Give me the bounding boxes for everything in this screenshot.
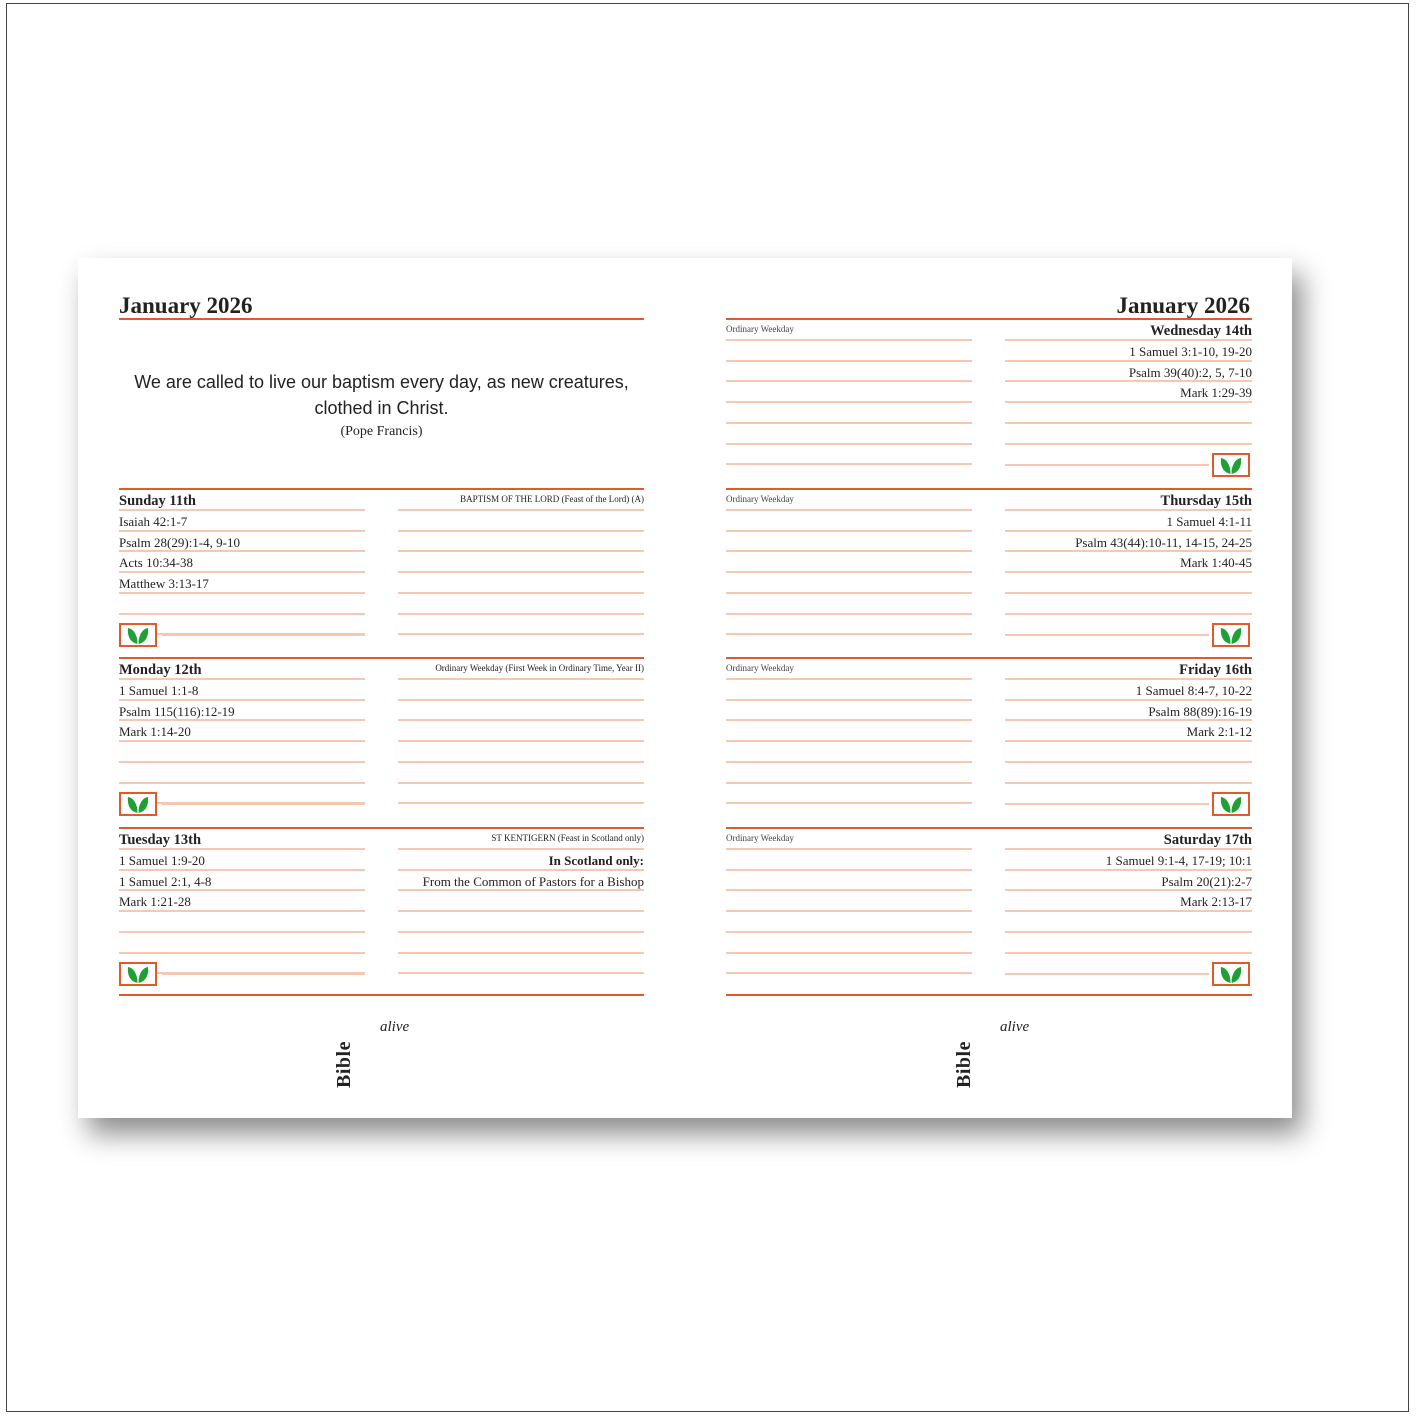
reading-ref: 1 Samuel 3:1-10, 19-20: [1129, 344, 1252, 359]
writing-line: [119, 931, 365, 933]
left-page-title: January 2026: [119, 293, 253, 318]
logo-bible-text: Bible: [953, 1041, 975, 1088]
writing-line: [398, 550, 644, 552]
writing-line: [726, 463, 972, 465]
day-name: Saturday 17th: [1163, 832, 1252, 848]
day-separator-rule: [726, 488, 1252, 490]
writing-line: [119, 571, 365, 573]
writing-line: [1005, 380, 1252, 382]
writing-line: [726, 972, 972, 974]
writing-line: [726, 869, 972, 871]
writing-line: [398, 571, 644, 573]
right-title-rule: [726, 318, 1252, 320]
reading-ref: Psalm 88(89):16-19: [1148, 703, 1252, 719]
writing-line: [398, 952, 644, 954]
reading-ref: Psalm 39(40):2, 5, 7-10: [1128, 364, 1252, 380]
quote-line-2: clothed in Christ.: [314, 398, 449, 418]
writing-line: [398, 740, 644, 742]
reading-ref: 1 Samuel 1:9-20: [119, 853, 205, 868]
writing-line: [726, 360, 972, 362]
writing-line: [726, 613, 972, 615]
day-name: Sunday 11th: [119, 493, 196, 509]
writing-line: [398, 848, 644, 850]
writing-line: [119, 719, 365, 721]
feast-label: BAPTISM OF THE LORD (Feast of the Lord) (A): [460, 494, 644, 504]
reading-ref: Matthew 3:13-17: [119, 575, 209, 591]
day-name: Wednesday 14th: [1150, 323, 1252, 339]
writing-line: [1005, 634, 1209, 636]
reading-ref: Psalm 115(116):12-19: [119, 703, 235, 719]
writing-line: [398, 802, 644, 804]
writing-line: [1005, 678, 1252, 680]
writing-line: [398, 699, 644, 701]
writing-line: [726, 422, 972, 424]
writing-line: [119, 889, 365, 891]
writing-line: [1005, 422, 1252, 424]
writing-line: [1005, 952, 1252, 954]
writing-line: [398, 719, 644, 721]
feast-label: ST KENTIGERN (Feast in Scotland only): [491, 833, 644, 843]
reading-ref: Mark 2:1-12: [1186, 724, 1252, 739]
writing-line: [726, 401, 972, 403]
writing-line: [726, 571, 972, 573]
writing-line: [1005, 509, 1252, 511]
writing-line: [398, 530, 644, 532]
logo-bible-text: Bible: [333, 1041, 355, 1088]
writing-line: [726, 719, 972, 721]
writing-line: [1005, 550, 1252, 552]
note-text: In Scotland only:: [548, 853, 644, 868]
writing-line: [119, 550, 365, 552]
bible-leaf-icon[interactable]: [1212, 962, 1250, 986]
writing-line: [1005, 719, 1252, 721]
writing-line: [162, 803, 365, 805]
feast-label: Ordinary Weekday: [726, 833, 794, 843]
writing-line: [1005, 973, 1209, 975]
writing-line: [1005, 464, 1209, 466]
bible-leaf-icon[interactable]: [119, 792, 157, 816]
reading-ref: Mark 1:21-28: [119, 894, 191, 909]
day-name: Thursday 15th: [1160, 493, 1252, 509]
writing-line: [1005, 782, 1252, 784]
writing-line: [162, 973, 365, 975]
bible-leaf-icon[interactable]: [1212, 623, 1250, 647]
bible-alive-logo-left: [333, 1018, 436, 1088]
reading-ref: Psalm 20(21):2-7: [1161, 873, 1252, 889]
day-separator-rule: [119, 657, 644, 659]
writing-line: [119, 848, 365, 850]
writing-line: [119, 592, 365, 594]
writing-line: [119, 678, 365, 680]
writing-line: [726, 761, 972, 763]
feast-label: Ordinary Weekday: [726, 494, 794, 504]
writing-line: [1005, 803, 1209, 805]
writing-line: [119, 910, 365, 912]
right-page-title: January 2026: [1116, 293, 1250, 318]
writing-line: [726, 740, 972, 742]
logo-alive-text: alive: [1000, 1019, 1030, 1035]
writing-line: [398, 782, 644, 784]
writing-line: [1005, 443, 1252, 445]
writing-line: [726, 931, 972, 933]
writing-line: [1005, 889, 1252, 891]
day-name: Tuesday 13th: [119, 832, 202, 848]
writing-line: [398, 592, 644, 594]
writing-line: [119, 613, 365, 615]
day-name: Friday 16th: [1179, 662, 1252, 678]
writing-line: [398, 761, 644, 763]
writing-line: [1005, 592, 1252, 594]
reading-ref: 1 Samuel 2:1, 4-8: [119, 873, 212, 889]
writing-line: [1005, 740, 1252, 742]
writing-line: [726, 848, 972, 850]
reading-ref: Mark 2:13-17: [1180, 894, 1252, 909]
writing-line: [1005, 401, 1252, 403]
reading-ref: Mark 1:29-39: [1180, 385, 1252, 400]
left-bottom-rule: [119, 994, 644, 996]
bible-leaf-icon[interactable]: [1212, 792, 1250, 816]
writing-line: [726, 509, 972, 511]
day-name: Monday 12th: [119, 662, 202, 678]
feast-label: Ordinary Weekday: [726, 663, 794, 673]
writing-line: [1005, 761, 1252, 763]
writing-line: [119, 761, 365, 763]
reading-ref: 1 Samuel 4:1-11: [1166, 514, 1252, 529]
left-title-rule: [119, 318, 644, 320]
bible-alive-logo-right: [953, 1018, 1056, 1088]
day-separator-rule: [119, 488, 644, 490]
writing-line: [398, 972, 644, 974]
writing-line: [398, 509, 644, 511]
writing-line: [119, 782, 365, 784]
day-separator-rule: [726, 657, 1252, 659]
writing-line: [398, 889, 644, 891]
writing-line: [726, 530, 972, 532]
bible-leaf-icon[interactable]: [1212, 453, 1250, 477]
day-separator-rule: [726, 827, 1252, 829]
writing-line: [726, 952, 972, 954]
reading-ref: 1 Samuel 1:1-8: [119, 683, 199, 698]
writing-line: [726, 380, 972, 382]
writing-line: [1005, 848, 1252, 850]
writing-line: [398, 613, 644, 615]
logo-alive-text: alive: [380, 1019, 410, 1035]
writing-line: [726, 889, 972, 891]
reading-ref: Isaiah 42:1-7: [119, 514, 188, 529]
note-text: From the Common of Pastors for a Bishop: [422, 873, 644, 889]
day-separator-rule: [119, 827, 644, 829]
writing-line: [398, 678, 644, 680]
writing-line: [398, 633, 644, 635]
writing-line: [726, 443, 972, 445]
quote: [119, 369, 644, 421]
feast-label: Ordinary Weekday (First Week in Ordinary Time, Year II): [435, 663, 644, 673]
writing-line: [1005, 613, 1252, 615]
reading-ref: 1 Samuel 9:1-4, 17-19; 10:1: [1105, 853, 1252, 868]
writing-line: [726, 802, 972, 804]
writing-line: [119, 509, 365, 511]
writing-line: [726, 339, 972, 341]
bible-leaf-icon[interactable]: [119, 623, 157, 647]
reading-ref: Acts 10:34-38: [119, 555, 194, 570]
writing-line: [1005, 339, 1252, 341]
writing-line: [1005, 931, 1252, 933]
reading-ref: Psalm 43(44):10-11, 14-15, 24-25: [1075, 534, 1252, 550]
quote-line-1: We are called to live our baptism every day, as new creatures,: [134, 372, 629, 392]
reading-ref: Mark 1:40-45: [1180, 555, 1252, 570]
feast-label: Ordinary Weekday: [726, 324, 794, 334]
quote-attribution: (Pope Francis): [340, 424, 423, 439]
writing-line: [119, 952, 365, 954]
writing-line: [726, 633, 972, 635]
writing-line: [162, 634, 365, 636]
writing-line: [726, 910, 972, 912]
writing-line: [1005, 571, 1252, 573]
reading-ref: Mark 1:14-20: [119, 724, 191, 739]
writing-line: [119, 740, 365, 742]
writing-line: [398, 931, 644, 933]
writing-line: [726, 592, 972, 594]
right-bottom-rule: [726, 994, 1252, 996]
reading-ref: Psalm 28(29):1-4, 9-10: [119, 534, 240, 550]
writing-line: [726, 678, 972, 680]
reading-ref: 1 Samuel 8:4-7, 10-22: [1135, 683, 1252, 698]
bible-leaf-icon[interactable]: [119, 962, 157, 986]
writing-line: [1005, 910, 1252, 912]
writing-line: [398, 910, 644, 912]
writing-line: [726, 782, 972, 784]
writing-line: [726, 699, 972, 701]
writing-line: [726, 550, 972, 552]
